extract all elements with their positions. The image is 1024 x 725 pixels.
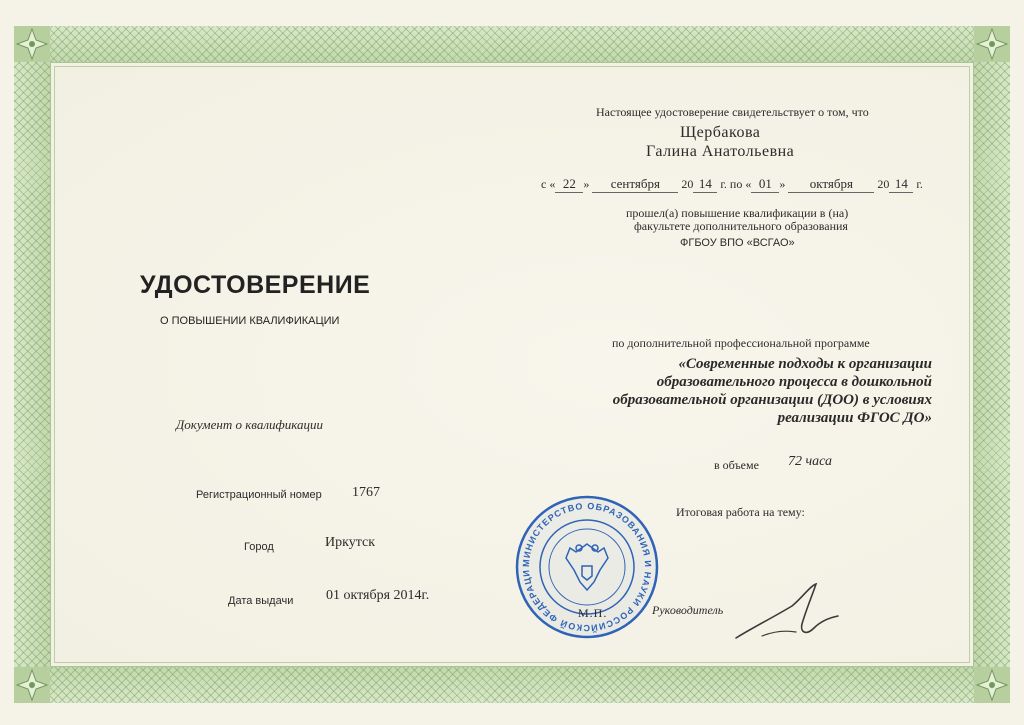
period-to-month: октября xyxy=(788,176,874,193)
certificate-title: УДОСТОВЕРЕНИЕ xyxy=(140,271,371,299)
volume-label: в объеме xyxy=(714,458,759,472)
period-from-quote: » xyxy=(583,177,590,191)
seal-ring-text: МИНИСТЕРСТВО ОБРАЗОВАНИЯ И НАУКИ РОССИЙСКОЙ ФЕДЕРАЦИ xyxy=(520,500,654,634)
corner-ornament-icon xyxy=(14,667,50,703)
border-right xyxy=(974,26,1010,703)
passed-line-1: прошел(а) повышение квалификации в (на) xyxy=(626,206,849,220)
period-to-quote: » xyxy=(779,177,786,191)
intro-text: Настоящее удостоверение свидетельствует о том, что xyxy=(596,105,869,119)
issue-date-label: Дата выдачи xyxy=(228,595,294,607)
period-from-prefix: с « xyxy=(541,177,556,191)
volume-value: 72 часа xyxy=(788,454,833,469)
holder-surname: Щербакова xyxy=(680,124,761,141)
border-top xyxy=(14,26,1010,62)
certificate-subtitle: О ПОВЫШЕНИИ КВАЛИФИКАЦИИ xyxy=(160,315,340,327)
passed-line-2: факультете дополнительного образования xyxy=(634,219,848,233)
period-from-year-suffix: г. xyxy=(720,177,727,191)
period-to-prefix: по « xyxy=(729,177,752,191)
period-from-day: 22 xyxy=(555,176,583,193)
period-from-month: сентября xyxy=(592,176,678,193)
corner-ornament-icon xyxy=(974,26,1010,62)
period-from-year-prefix: 20 xyxy=(681,177,694,191)
period-from-year: 14 xyxy=(693,176,717,193)
corner-ornament-icon xyxy=(14,26,50,62)
corner-ornament-icon xyxy=(974,667,1010,703)
program-title: «Современные подходы к организации образовательного процесса в дошкольной образовательной организации (ДОО) в условиях реализации ФГОС ДО» xyxy=(612,356,932,426)
institution-name: ФГБОУ ВПО «ВСГАО» xyxy=(680,237,795,249)
handwritten-signature xyxy=(732,578,842,644)
document-type: Документ о квалификации xyxy=(176,417,323,432)
study-period xyxy=(541,176,923,193)
registration-number-label: Регистрационный номер xyxy=(196,489,322,501)
border-left xyxy=(14,26,50,703)
program-label: по дополнительной профессиональной программе xyxy=(612,336,870,350)
period-to-year-prefix: 20 xyxy=(877,177,890,191)
city-label: Город xyxy=(244,541,274,553)
final-work-label: Итоговая работа на тему: xyxy=(676,505,805,519)
stamp-place-label: М.П. xyxy=(578,606,608,620)
border-bottom xyxy=(14,667,1010,703)
period-to-day: 01 xyxy=(751,176,779,193)
issue-date-value: 01 октября 2014г. xyxy=(326,588,430,603)
city-value: Иркутск xyxy=(325,535,376,550)
registration-number-value: 1767 xyxy=(352,485,380,500)
head-label: Руководитель xyxy=(652,603,724,617)
period-to-year-suffix: г. xyxy=(916,177,923,191)
holder-given-names: Галина Анатольевна xyxy=(646,143,795,160)
period-to-year: 14 xyxy=(889,176,913,193)
